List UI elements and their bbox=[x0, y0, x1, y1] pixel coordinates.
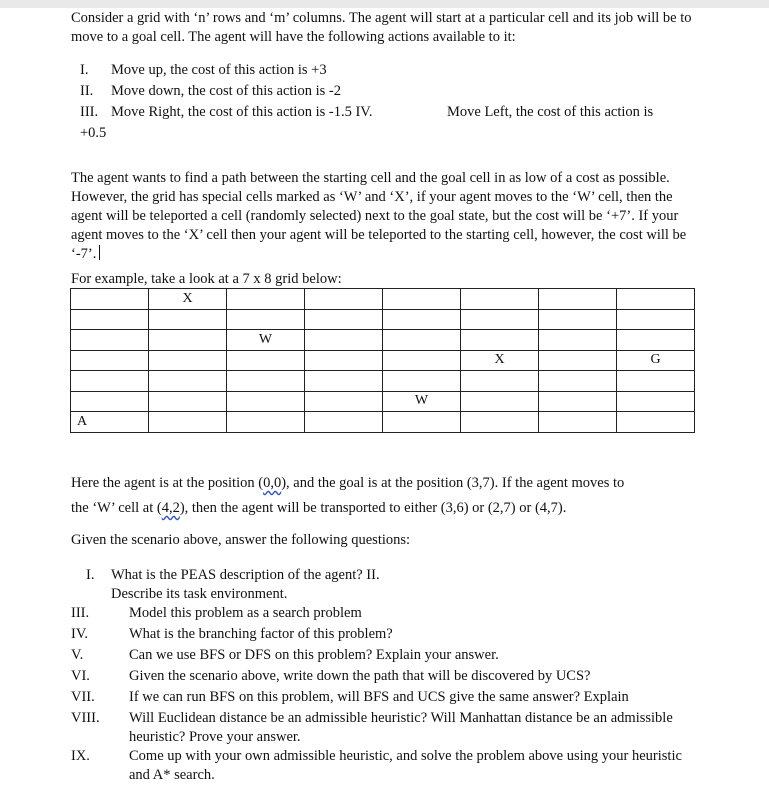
action-text: Move up, the cost of this action is +3 bbox=[111, 62, 327, 78]
grid-cell bbox=[617, 412, 695, 433]
grid-cell: X bbox=[149, 289, 227, 310]
grid-cell bbox=[305, 412, 383, 433]
grid-cell bbox=[149, 391, 227, 412]
grid-cell bbox=[71, 330, 149, 351]
intro-paragraph: Consider a grid with ‘n’ rows and ‘m’ columns. The agent will start at a particular cell and its job will be to move to a goal cell. The agent will have the following actions available to it: bbox=[71, 10, 692, 45]
grid-cell bbox=[617, 289, 695, 310]
question-item bbox=[71, 625, 701, 646]
question-number: VIII. bbox=[71, 710, 100, 726]
example-label: For example, take a look at a 7 x 8 grid below: bbox=[71, 271, 342, 287]
question-text: Can we use BFS or DFS on this problem? Explain your answer. bbox=[129, 647, 499, 663]
scenario-line-1: Here the agent is at the position (0,0), and the goal is at the position (3,7). If the agent moves to bbox=[71, 475, 625, 491]
grid-cell: A bbox=[71, 412, 149, 433]
grid-cell bbox=[617, 391, 695, 412]
grid-cell bbox=[383, 371, 461, 392]
scenario-line-2: the ‘W’ cell at (4,2), then the agent will be transported to either (3,6) or (2,7) or (4,7). bbox=[71, 500, 567, 516]
spellcheck-underline: 4,2 bbox=[161, 500, 180, 516]
text-cursor bbox=[99, 245, 100, 260]
grid-row bbox=[71, 371, 695, 392]
grid-row bbox=[71, 309, 695, 330]
grid-cell bbox=[383, 309, 461, 330]
grid-cell bbox=[539, 371, 617, 392]
grid-cell bbox=[149, 371, 227, 392]
grid-cell bbox=[539, 412, 617, 433]
question-text: What is the PEAS description of the agent? II. Describe its task environment. bbox=[111, 567, 380, 602]
question-item bbox=[71, 646, 701, 667]
action-text-continued: Move Left, the cost of this action is bbox=[447, 104, 654, 120]
grid-cell bbox=[383, 330, 461, 351]
grid-cell bbox=[227, 289, 305, 310]
action-item bbox=[71, 124, 701, 145]
question-text: What is the branching factor of this problem? bbox=[129, 626, 393, 642]
grid-cell bbox=[461, 371, 539, 392]
grid-cell bbox=[383, 412, 461, 433]
grid-cell bbox=[305, 330, 383, 351]
grid-row bbox=[71, 289, 695, 310]
rules-paragraph bbox=[71, 169, 701, 264]
action-item bbox=[71, 82, 701, 103]
grid-cell bbox=[149, 330, 227, 351]
grid-row bbox=[71, 391, 695, 412]
question-item bbox=[71, 667, 701, 688]
question-text: Come up with your own admissible heuristic, and solve the problem above using your heuristic and A* search. bbox=[129, 748, 682, 783]
grid-cell bbox=[617, 330, 695, 351]
question-item bbox=[71, 709, 701, 747]
question-item bbox=[71, 688, 701, 709]
question-item bbox=[71, 604, 701, 625]
grid-cell bbox=[461, 391, 539, 412]
action-item bbox=[71, 61, 701, 82]
grid-row bbox=[71, 350, 695, 371]
question-number: VII. bbox=[71, 689, 95, 705]
action-text: +0.5 bbox=[80, 125, 107, 141]
grid-cell bbox=[149, 309, 227, 330]
question-number: IX. bbox=[71, 748, 90, 764]
grid-cell bbox=[227, 371, 305, 392]
question-text: Model this problem as a search problem bbox=[129, 605, 362, 621]
grid-table bbox=[70, 288, 695, 433]
question-item bbox=[71, 566, 701, 604]
action-item bbox=[71, 103, 701, 124]
question-number: III. bbox=[71, 605, 90, 621]
grid-cell bbox=[149, 412, 227, 433]
question-text: Given the scenario above, write down the path that will be discovered by UCS? bbox=[129, 668, 591, 684]
grid-cell: G bbox=[617, 350, 695, 371]
grid-cell bbox=[461, 330, 539, 351]
action-number: II. bbox=[80, 83, 94, 99]
grid-cell bbox=[305, 371, 383, 392]
questions-intro: Given the scenario above, answer the following questions: bbox=[71, 532, 411, 548]
grid-cell: W bbox=[227, 330, 305, 351]
grid-cell bbox=[305, 391, 383, 412]
grid-cell bbox=[539, 309, 617, 330]
grid-cell: X bbox=[461, 350, 539, 371]
grid-cell bbox=[617, 371, 695, 392]
scenario-explanation bbox=[71, 471, 701, 550]
grid-cell bbox=[305, 289, 383, 310]
grid-cell bbox=[71, 309, 149, 330]
grid-cell bbox=[539, 391, 617, 412]
grid-cell: W bbox=[383, 391, 461, 412]
question-text: Will Euclidean distance be an admissible heuristic? Will Manhattan distance be an admissible heuristic? Prove your answer. bbox=[129, 710, 673, 745]
grid-cell bbox=[539, 289, 617, 310]
question-number: I. bbox=[86, 567, 95, 583]
grid-cell bbox=[227, 350, 305, 371]
question-item bbox=[71, 747, 701, 785]
question-number: VI. bbox=[71, 668, 90, 684]
question-text: If we can run BFS on this problem, will BFS and UCS give the same answer? Explain bbox=[129, 689, 629, 705]
grid-cell bbox=[383, 289, 461, 310]
grid-row bbox=[71, 412, 695, 433]
grid-cell bbox=[305, 309, 383, 330]
top-margin-bar bbox=[0, 0, 769, 8]
action-text: Move Right, the cost of this action is -1.5 IV. bbox=[111, 104, 373, 120]
grid-cell bbox=[461, 289, 539, 310]
grid-cell bbox=[539, 330, 617, 351]
grid-cell bbox=[71, 371, 149, 392]
grid-cell bbox=[461, 412, 539, 433]
action-text: Move down, the cost of this action is -2 bbox=[111, 83, 341, 99]
question-number: IV. bbox=[71, 626, 89, 642]
grid-cell bbox=[461, 309, 539, 330]
action-number: I. bbox=[80, 62, 89, 78]
grid-cell bbox=[539, 350, 617, 371]
grid-cell bbox=[383, 350, 461, 371]
question-list bbox=[71, 566, 701, 785]
grid-example bbox=[70, 288, 695, 438]
grid-row bbox=[71, 330, 695, 351]
grid-cell bbox=[227, 412, 305, 433]
grid-cell bbox=[149, 350, 227, 371]
grid-cell bbox=[305, 350, 383, 371]
question-number: V. bbox=[71, 647, 84, 663]
grid-cell bbox=[71, 391, 149, 412]
grid-cell bbox=[227, 391, 305, 412]
grid-cell bbox=[227, 309, 305, 330]
document-page bbox=[71, 8, 701, 289]
grid-cell bbox=[617, 309, 695, 330]
grid-cell bbox=[71, 350, 149, 371]
action-list bbox=[71, 61, 701, 145]
rules-text: The agent wants to find a path between the starting cell and the goal cell in as low of a cost as possible. However, the grid has special cells marked as ‘W’ and ‘X’, if your agent moves to the ‘W’ cell, then the agent will be teleported a cell (randomly selected) next to the goal state, but the cost will be ‘+7’. If your agent moves to the ‘X’ cell then your agent will be teleported to the starting cell, however, the cost will be ‘-7’. bbox=[71, 170, 687, 262]
spellcheck-underline: 0,0 bbox=[263, 475, 282, 491]
action-number: III. bbox=[80, 104, 99, 120]
grid-cell bbox=[71, 289, 149, 310]
